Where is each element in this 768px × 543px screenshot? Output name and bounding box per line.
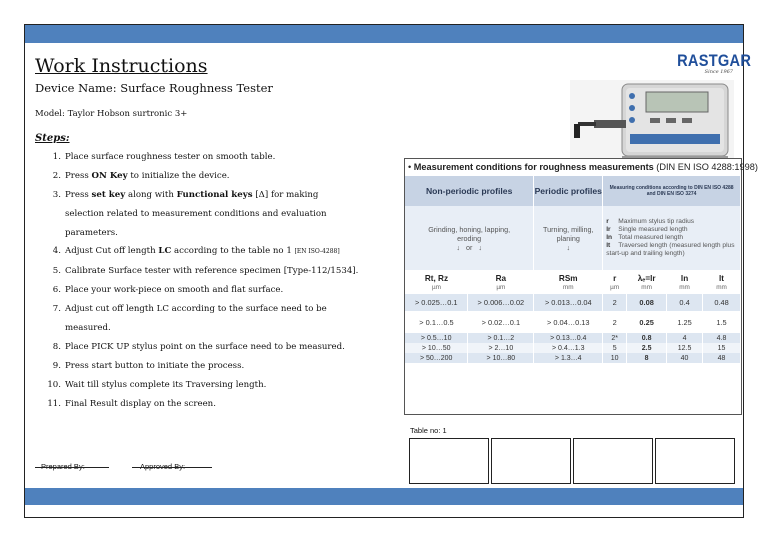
measurement-grid [405, 176, 741, 363]
roughness-tester-image [570, 80, 734, 166]
step-number: 6 . [37, 284, 61, 296]
step-item [25, 341, 395, 353]
legend-value: Total measured length [618, 234, 684, 241]
table-cell: > 0.02…0.1 [468, 311, 534, 333]
unit-label: µm [610, 283, 620, 291]
prepared-by-label: Prepared By: [41, 462, 85, 471]
unit-name: Rt, Rz [424, 273, 449, 283]
legend-value: Maximum stylus tip radius [618, 218, 695, 225]
step-number: 1 . [37, 151, 61, 163]
unit-name: Ra [495, 273, 507, 283]
prepared-by-line [35, 467, 109, 468]
periodic-arrow: ↓ [566, 242, 571, 252]
operator-signature-boxes [409, 438, 735, 484]
legend-key: lt [606, 242, 611, 249]
table-cell: 0.08 [627, 294, 667, 311]
step-text: [EN ISO-4288] [294, 248, 340, 256]
table-cell: > 2…10 [468, 343, 534, 353]
legend-item [606, 226, 740, 234]
conditions-legend [603, 206, 741, 270]
step-text: along with [125, 189, 177, 200]
table-cell: > 0.1…0.5 [405, 311, 468, 333]
table-cell: 0.8 [627, 333, 667, 343]
legend-item [606, 234, 740, 242]
header-conditions: Measuring conditions according to DIN EN ISO 4288 and DIN EN ISO 3274 [603, 176, 741, 206]
steps-heading: Steps: [35, 133, 70, 144]
step-text: to initialize the device. [127, 170, 230, 181]
step-number: 7 . [37, 303, 61, 315]
step-number: 3 . [37, 189, 61, 201]
unit-label: mm [679, 283, 690, 291]
step-item [25, 360, 395, 372]
table-cell: 0.4 [667, 294, 703, 311]
device-model: Model: Taylor Hobson surtronic 3+ [35, 109, 188, 119]
table-row [405, 311, 741, 333]
table-cell: 4 [667, 333, 703, 343]
logo-name: RASTGAR [677, 51, 752, 70]
step-continuation [25, 227, 395, 239]
step-text: Adjust Cut off length [65, 246, 159, 257]
table-cell: > 0.1…2 [468, 333, 534, 343]
legend-item [606, 218, 740, 226]
nonperiodic-processes: Grinding, honing, lapping, eroding [428, 224, 511, 243]
table-cell: > 0.5…10 [405, 333, 468, 343]
step-number: 8 . [37, 341, 61, 353]
units-row [405, 270, 741, 294]
logo-since: Since 1967 [704, 69, 733, 75]
step-number: 11 . [37, 398, 61, 410]
step-text: Functional keys [176, 189, 253, 200]
step-text: Place surface roughness tester on smooth table. [65, 152, 276, 162]
table-cell: 48 [703, 353, 741, 363]
legend-key: r [606, 218, 609, 225]
table-cell: > 0.04…0.13 [534, 311, 603, 333]
unit-header-cell [603, 270, 627, 294]
document-frame [24, 24, 758, 518]
step-number: 5 . [37, 265, 61, 277]
table-cell: 5 [603, 343, 627, 353]
step-text: Place PICK UP stylus point on the surface need to be measured. [65, 341, 345, 352]
step-text: Final Result display on the screen. [65, 398, 216, 409]
unit-header-cell [703, 270, 741, 294]
periodic-description [534, 206, 603, 270]
step-text: Adjust cut off length LC according to the surface need to be [65, 304, 327, 315]
company-logo [668, 51, 752, 75]
table-cell: 10 [603, 353, 627, 363]
table-row [405, 333, 741, 343]
table-cell: > 10…80 [468, 353, 534, 363]
step-item [25, 379, 395, 391]
device-name: Device Name: Surface Roughness Tester [35, 81, 273, 95]
table-cell: 4.8 [703, 333, 741, 343]
table-cell: 2.5 [627, 343, 667, 353]
table-row [405, 353, 741, 363]
step-text: LC [158, 246, 172, 257]
unit-name: r [613, 273, 617, 283]
table-cell: 1.5 [703, 311, 741, 333]
table-cell: > 0.4…1.3 [534, 343, 603, 353]
legend-value: Traversed length (measured length plus start-up and trailing length) [606, 242, 735, 257]
step-item [25, 398, 395, 410]
table-cell: > 0.13…0.4 [534, 333, 603, 343]
step-item [25, 265, 395, 277]
step-text: ON Key [91, 170, 128, 181]
top-color-band [25, 25, 743, 43]
step-text: [Δ] for making [252, 189, 319, 200]
step-item [25, 303, 395, 315]
step-text: parameters. [65, 227, 118, 238]
step-item [25, 245, 395, 258]
unit-name: lt [719, 273, 725, 283]
table-cell: 2 [603, 294, 627, 311]
table-cell: > 1.3…4 [534, 353, 603, 363]
table-cell: 12.5 [667, 343, 703, 353]
step-item [25, 151, 395, 163]
unit-name: ln [680, 273, 689, 283]
operator-box [491, 438, 571, 484]
table-cell: 0.25 [627, 311, 667, 333]
approved-by-line [132, 467, 212, 468]
table-cell: 2 [603, 311, 627, 333]
table-cell: 1.25 [667, 311, 703, 333]
step-item [25, 284, 395, 296]
table-cell: 8 [627, 353, 667, 363]
table-row [405, 343, 741, 353]
page-title: Work Instructions [35, 55, 208, 77]
unit-label: mm [716, 283, 727, 291]
header-nonperiodic: Non-periodic profiles [405, 176, 534, 206]
step-text: Press start button to initiate the process. [65, 360, 245, 371]
unit-label: mm [641, 283, 652, 291]
legend-item [606, 242, 740, 258]
header-periodic: Periodic profiles [534, 176, 603, 206]
unit-label: µm [496, 283, 506, 291]
step-text: measured. [65, 323, 111, 334]
unit-header-cell [667, 270, 703, 294]
step-number: 9 . [37, 360, 61, 372]
operator-box [573, 438, 653, 484]
step-number: 4 . [37, 245, 61, 257]
operator-box [655, 438, 735, 484]
operator-box [409, 438, 489, 484]
step-continuation [25, 208, 395, 220]
step-number: 10 . [37, 379, 61, 391]
unit-header-cell [534, 270, 603, 294]
table-cell: > 10…50 [405, 343, 468, 353]
table-cell: 2* [603, 333, 627, 343]
measurement-title-rest: (DIN EN ISO 4288:1998) [653, 162, 758, 172]
step-item [25, 170, 395, 182]
step-number: 2 . [37, 170, 61, 182]
steps-list [25, 151, 395, 416]
unit-header-cell [405, 270, 468, 294]
table-cell: 40 [667, 353, 703, 363]
table-cell: > 0.025…0.1 [405, 294, 468, 311]
bottom-color-band [25, 488, 743, 505]
table-cell: > 50…200 [405, 353, 468, 363]
table-cell: 0.48 [703, 294, 741, 311]
step-text: set key [91, 189, 126, 200]
nonperiodic-arrows: ↓ or ↓ [456, 242, 482, 252]
unit-header-cell [468, 270, 534, 294]
nonperiodic-or: or [465, 242, 473, 252]
nonperiodic-description [405, 206, 534, 270]
table-row [405, 294, 741, 311]
table-cell: > 0.013…0.04 [534, 294, 603, 311]
step-text: Press [65, 170, 92, 181]
table-number: Table no: 1 [410, 426, 447, 435]
approved-by-label: Approved By: [140, 462, 186, 471]
step-text: Press [65, 189, 92, 200]
unit-name: RSm [558, 273, 578, 283]
step-continuation [25, 322, 395, 334]
step-text: Wait till stylus complete its Traversing length. [65, 379, 267, 390]
measurement-title-bold: Measurement conditions for roughness measurements [413, 162, 654, 172]
legend-key: lr [606, 226, 611, 233]
unit-name: λₑ=lr [637, 273, 656, 283]
unit-header-cell [627, 270, 667, 294]
table-cell: > 0.006…0.02 [468, 294, 534, 311]
step-text: Calibrate Surface tester with reference specimen [Type-112/1534]. [65, 266, 359, 277]
measurement-conditions-table [404, 158, 758, 415]
step-text: Place your work-piece on smooth and flat surface. [65, 285, 284, 296]
unit-label: µm [431, 283, 441, 291]
legend-key: ln [606, 234, 613, 241]
table-cell: 15 [703, 343, 741, 353]
step-text: selection related to measurement conditions and evaluation [65, 208, 327, 219]
measurement-table-title: • Measurement conditions for roughness measurements (DIN EN ISO 4288:1998) [408, 162, 758, 172]
periodic-processes: Turning, milling, planing [543, 224, 594, 243]
step-text: according to the table no 1 [171, 246, 295, 257]
legend-value: Single measured length [618, 226, 688, 233]
unit-label: mm [562, 283, 574, 291]
step-item [25, 189, 395, 201]
